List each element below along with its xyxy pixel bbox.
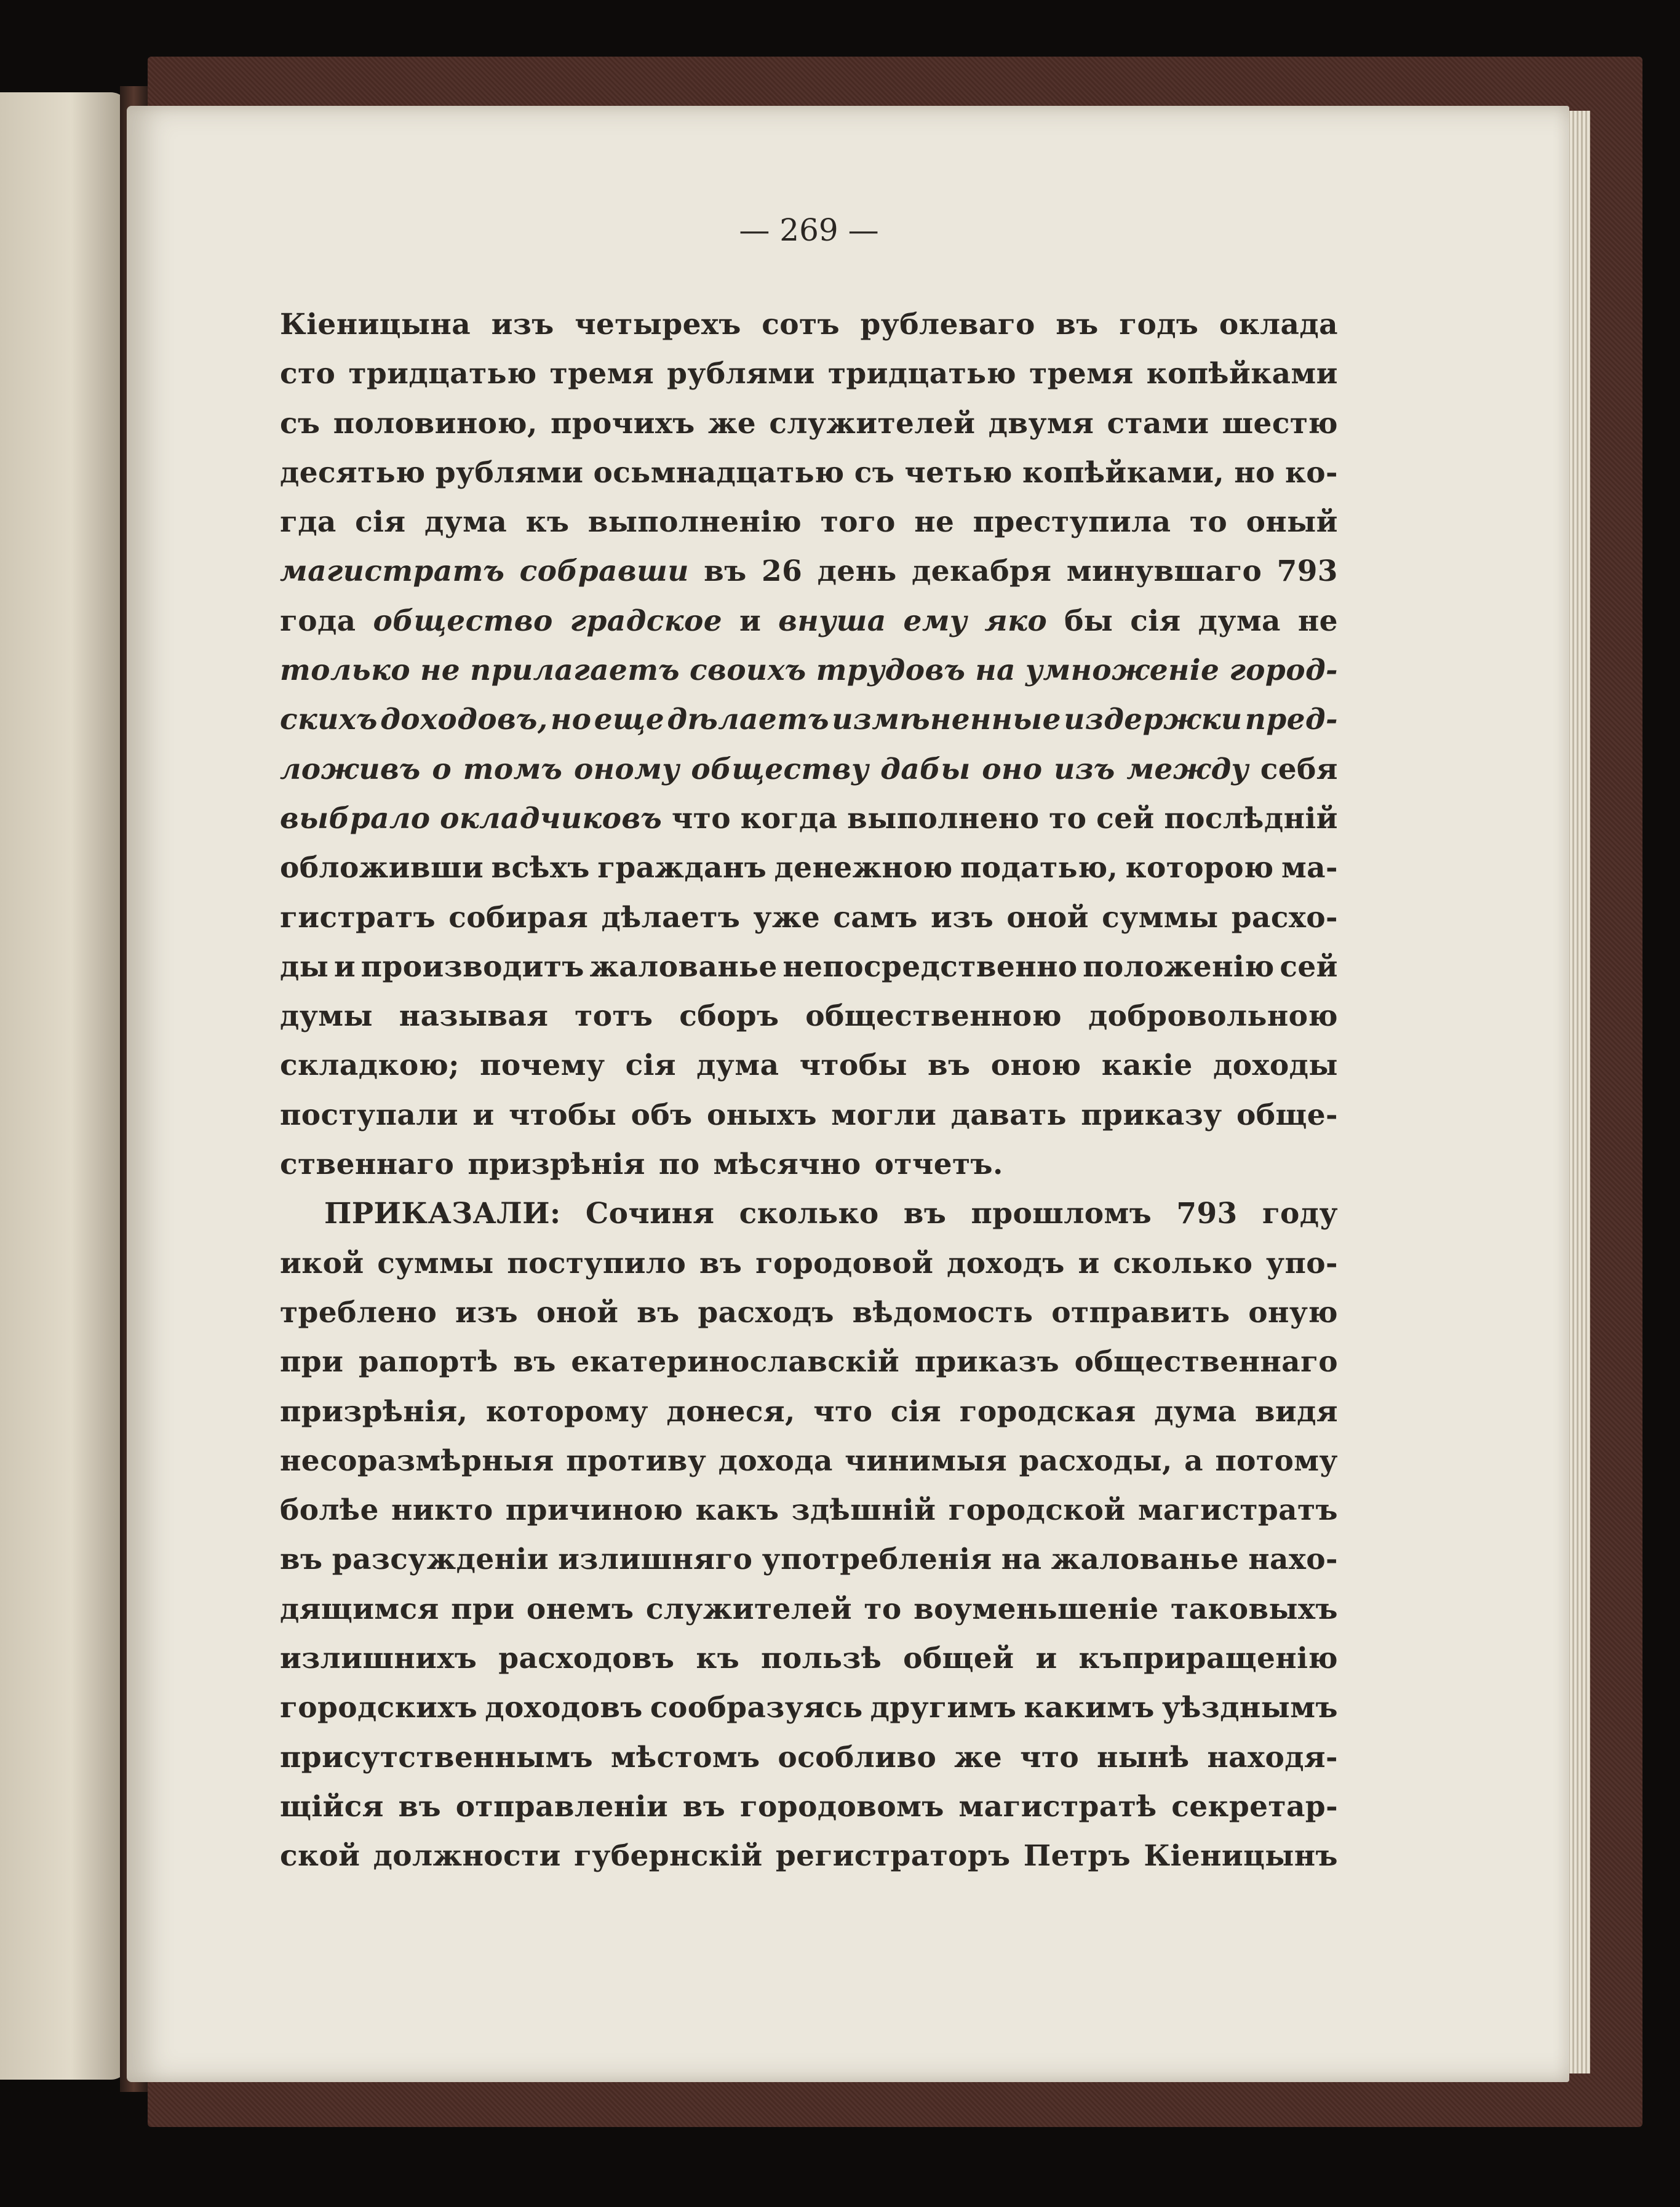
text-line [280,1189,1338,1239]
word: трудовъ [816,653,966,688]
word: только [280,653,411,688]
word: икой [280,1246,364,1280]
word: городскихъ [280,1691,478,1725]
page-edges [1566,111,1590,2073]
word: почему [480,1048,605,1083]
word: оной [1006,900,1089,935]
text-line [280,1437,1338,1486]
word: находя- [1207,1740,1338,1774]
text-line [280,449,1338,498]
word: сія [890,1394,942,1429]
word: ему [903,604,968,638]
word: гда [280,505,336,540]
word: мѣсячно [713,1147,861,1182]
word: въ [1056,308,1099,341]
word: упо- [1265,1246,1338,1280]
word: служителей [645,1592,852,1626]
word: ственнаго [280,1147,455,1182]
word: то [1049,801,1087,836]
word: обложивши [280,851,484,885]
word: рублеваго [860,308,1035,341]
word: яко [984,604,1048,638]
word: вѣдомость [852,1295,1033,1330]
word: обществу [691,752,869,786]
word: прошломъ [971,1197,1152,1231]
word: рапортѣ [358,1345,498,1379]
word: двумя [988,406,1094,441]
word: бы [1064,604,1113,638]
word: поступило [507,1246,687,1280]
word: могли [831,1098,937,1132]
word: непосредственно [782,949,1078,984]
text-line [280,1782,1338,1832]
word: минувшаго [1066,554,1262,589]
text-line [280,646,1338,695]
word: дѣлаетъ [601,900,741,935]
word: декабря [912,554,1052,589]
word: и [1078,1246,1100,1280]
word: чинимыя [845,1443,1008,1478]
word: сей [1096,801,1155,836]
word: того [820,505,896,540]
word: расходовъ [498,1642,675,1676]
word: общей [903,1642,1014,1676]
word: никто [391,1493,493,1528]
word: магистратѣ [958,1789,1157,1824]
word: секретар- [1171,1789,1338,1824]
word: дабы [880,752,971,786]
word: собравши [519,554,689,589]
word: сообразуясь [650,1691,863,1725]
word: общественнаго [1074,1345,1338,1379]
word: своихъ [690,653,806,688]
word: дума [424,505,508,540]
word: пред- [1244,703,1338,737]
word: градское [570,604,722,638]
text-line [280,1041,1338,1090]
word: преступила [973,505,1171,540]
word: къприращенію [1078,1642,1338,1676]
word: давать [950,1098,1067,1132]
word: несоразмѣрныя [280,1443,554,1478]
word: Сочиня [585,1197,715,1231]
word: годъ [1119,308,1199,341]
word: магистратъ [1137,1493,1338,1528]
word: что [1020,1740,1080,1774]
word: четырехъ [575,308,741,341]
word: а [1184,1443,1204,1478]
word: же [954,1740,1003,1774]
text-line [280,1683,1338,1733]
word: податью, [960,851,1118,885]
text-line [280,893,1338,943]
word: думы [280,999,373,1034]
word: по [658,1147,700,1182]
word: дѣлаетъ [667,703,829,737]
word: тотъ [575,999,653,1034]
word: производитъ [360,949,584,984]
word: разсужденіи [332,1543,549,1577]
word: городовой [755,1246,934,1280]
text-line [280,597,1338,646]
word: скихъ [280,703,378,737]
word: на [975,653,1016,688]
word: къ [525,505,570,540]
word: году [1262,1197,1338,1231]
word: ПРИКАЗАЛИ: [324,1197,561,1231]
word: и [739,604,762,638]
word: называя [399,999,549,1034]
word: воуменьшеніе [914,1592,1159,1626]
text-line [280,547,1338,596]
word: копѣйками [1146,357,1338,391]
word: видя [1254,1394,1338,1429]
word: особливо [778,1740,937,1774]
word: гражданъ [597,851,767,885]
word: ской [280,1839,360,1874]
text-line [280,1634,1338,1683]
word: которою [1125,851,1274,885]
word: между [1126,752,1249,786]
word: употребленія [762,1543,992,1577]
word: 793 [1176,1197,1238,1231]
word: умноженіе [1025,653,1220,688]
word: оклада [1219,308,1338,341]
word: тремя [549,357,655,391]
word: должности [373,1839,561,1874]
word: же [707,406,757,441]
text-line [280,745,1338,794]
word: доходъ [947,1246,1065,1280]
word: томъ [463,752,563,786]
word: таковыхъ [1171,1592,1338,1626]
word: изъ [491,308,554,341]
word: приказу [1081,1098,1222,1132]
word: призрѣнія, [280,1394,468,1429]
word: стами [1107,406,1209,441]
word: то [1189,505,1228,540]
word: расходъ [698,1295,834,1330]
word: ложивъ [280,752,421,786]
word: поступали [280,1098,459,1132]
word: сборъ [679,999,779,1034]
word: рублями [435,455,584,490]
text-line [280,498,1338,547]
text-line [280,1733,1338,1782]
text-line [280,349,1338,399]
word: окладчиковъ [440,801,663,836]
word: выполнено [847,801,1040,836]
word: пользѣ [761,1642,882,1676]
word: сія [625,1048,676,1083]
word: онемъ [526,1592,634,1626]
word: губернскій [574,1839,763,1874]
word: какъ [695,1493,779,1528]
word: суммы [377,1246,494,1280]
word: копѣйками, [1022,455,1225,490]
word: доходовъ, [380,703,548,737]
word: и [1035,1642,1057,1676]
word: въ [398,1789,442,1824]
word: сія [1130,604,1181,638]
word: не [914,505,955,540]
word: объ [631,1098,693,1132]
word: внуша [778,604,886,638]
word: всѣхъ [491,851,590,885]
word: тридцатью [827,357,1017,391]
word: четью [904,455,1013,490]
text-line [280,300,1338,349]
word: себя [1260,752,1338,786]
word: какимъ [1024,1691,1155,1725]
word: городская [959,1394,1136,1429]
word: доходы [1213,1048,1338,1083]
word: служителей [769,406,976,441]
word: при [280,1345,344,1379]
word: о [432,752,452,786]
word: собирая [448,900,589,935]
text-line [280,1288,1338,1338]
word: выполненію [587,505,802,540]
text-line [280,1140,1338,1189]
word: въ [637,1295,680,1330]
word: излишнихъ [280,1642,477,1676]
word: оную [1248,1295,1338,1330]
word: Петръ [1023,1839,1131,1874]
word: съ [854,455,895,490]
word: жалованье [589,949,778,984]
text-line [280,1091,1338,1140]
word: отчетъ. [874,1147,1003,1182]
word: изъ [455,1295,519,1330]
word: оною [990,1048,1081,1083]
word: обще- [1236,1098,1338,1132]
word: складкою; [280,1048,460,1083]
text-line [280,1239,1338,1288]
word: прочихъ [550,406,695,441]
word: дума [696,1048,779,1083]
word: на [1001,1543,1042,1577]
word: и [472,1098,495,1132]
word: сія [355,505,406,540]
text-line [280,1585,1338,1634]
word: оной [536,1295,619,1330]
word: приказъ [914,1345,1060,1379]
word: въ [682,1789,726,1824]
word: жалованье [1051,1543,1239,1577]
word: нахо- [1248,1543,1338,1577]
word: въ [699,1246,742,1280]
word: рублями [667,357,815,391]
word: издержки [1064,703,1243,737]
word: осьмнадцатью [593,455,845,490]
word: къ [696,1642,740,1676]
word: расходы, [1019,1443,1172,1478]
word: ко- [1284,455,1338,490]
word: оно [982,752,1043,786]
word: не [1297,604,1338,638]
word: что [813,1394,873,1429]
text-line [280,695,1338,744]
word: десятью [280,455,426,490]
word: другимъ [870,1691,1017,1725]
word: года [280,604,356,638]
body-text [280,300,1338,1882]
word: болѣе [280,1493,379,1528]
word: причиною [505,1493,683,1528]
word: но [1234,455,1275,490]
word: прилагаетъ [470,653,680,688]
page-number: — 269 — [739,212,879,248]
word: добровольною [1088,999,1338,1034]
word: чтобы [508,1098,617,1132]
word: Кіеницына [280,308,471,341]
word: мѣстомъ [610,1740,760,1774]
word: городовомъ [739,1789,944,1824]
word: ма- [1281,851,1338,885]
word: гистратъ [280,900,436,935]
word: екатеринославскій [571,1345,900,1379]
word: въ [513,1345,556,1379]
word: Кіеницынъ [1144,1839,1338,1874]
word: сколько [1113,1246,1253,1280]
word: отправленіи [455,1789,669,1824]
word: противу [566,1443,707,1478]
word: которому [485,1394,648,1429]
word: отправить [1051,1295,1230,1330]
word: въ [903,1197,947,1231]
word: самъ [833,900,918,935]
word: въ [280,1543,323,1577]
text-line [280,1387,1338,1437]
word: денежною [774,851,953,885]
word: доходовъ [485,1691,643,1725]
word: здѣшній [791,1493,936,1528]
text-line [280,992,1338,1041]
word: но [550,703,592,737]
word: когда [740,801,838,836]
word: регистраторъ [775,1839,1011,1874]
word: 26 [762,554,803,589]
word: выбрало [280,801,431,836]
word: донеся, [666,1394,795,1429]
word: послѣднiй [1164,801,1338,836]
word: изъ [1054,752,1115,786]
text-line [280,794,1338,844]
word: при [451,1592,515,1626]
left-page-edge [0,92,129,2080]
text-line [280,1338,1338,1387]
text-line [280,399,1338,449]
word: положенію [1083,949,1275,984]
word: день [817,554,897,589]
word: измѣненные [832,703,1061,737]
word: тремя [1029,357,1134,391]
word: что [671,801,731,836]
word: потому [1215,1443,1338,1478]
word: щійся [280,1789,384,1824]
word: и [333,949,356,984]
word: оному [574,752,680,786]
word: расхо- [1231,900,1338,935]
word: излишняго [558,1543,753,1577]
word: нынѣ [1096,1740,1190,1774]
text-line [280,844,1338,893]
word: то [864,1592,902,1626]
word: общественною [805,999,1062,1034]
word: тридцатью [348,357,537,391]
word: еще [594,703,665,737]
word: магистратъ [280,554,505,589]
word: половиною, [333,406,538,441]
word: дума [1154,1394,1237,1429]
word: сколько [739,1197,879,1231]
word: городской [948,1493,1126,1528]
text-line [280,1535,1338,1584]
word: уѣзднымъ [1161,1691,1338,1725]
word: дящимся [280,1592,439,1626]
text-line [280,943,1338,992]
word: сотъ [762,308,840,341]
word: какіе [1101,1048,1193,1083]
text-line [280,1486,1338,1535]
word: треблено [280,1295,437,1330]
word: съ [280,406,320,441]
word: призрѣнія [468,1147,645,1182]
word: присутственнымъ [280,1740,594,1774]
word: дума [1198,604,1281,638]
word: 793 [1276,554,1338,589]
word: общество [373,604,553,638]
word: город- [1229,653,1338,688]
word: оныхъ [706,1098,817,1132]
word: чтобы [799,1048,907,1083]
word: изъ [931,900,994,935]
word: въ [704,554,747,589]
word: суммы [1102,900,1219,935]
word: сто [280,357,336,391]
word: не [420,653,461,688]
text-line [280,1832,1338,1881]
word: уже [753,900,821,935]
word: оный [1246,505,1338,540]
word: ды [280,949,329,984]
word: дохода [718,1443,833,1478]
word: шестю [1222,406,1338,441]
word: въ [928,1048,971,1083]
word: сей [1280,949,1338,984]
